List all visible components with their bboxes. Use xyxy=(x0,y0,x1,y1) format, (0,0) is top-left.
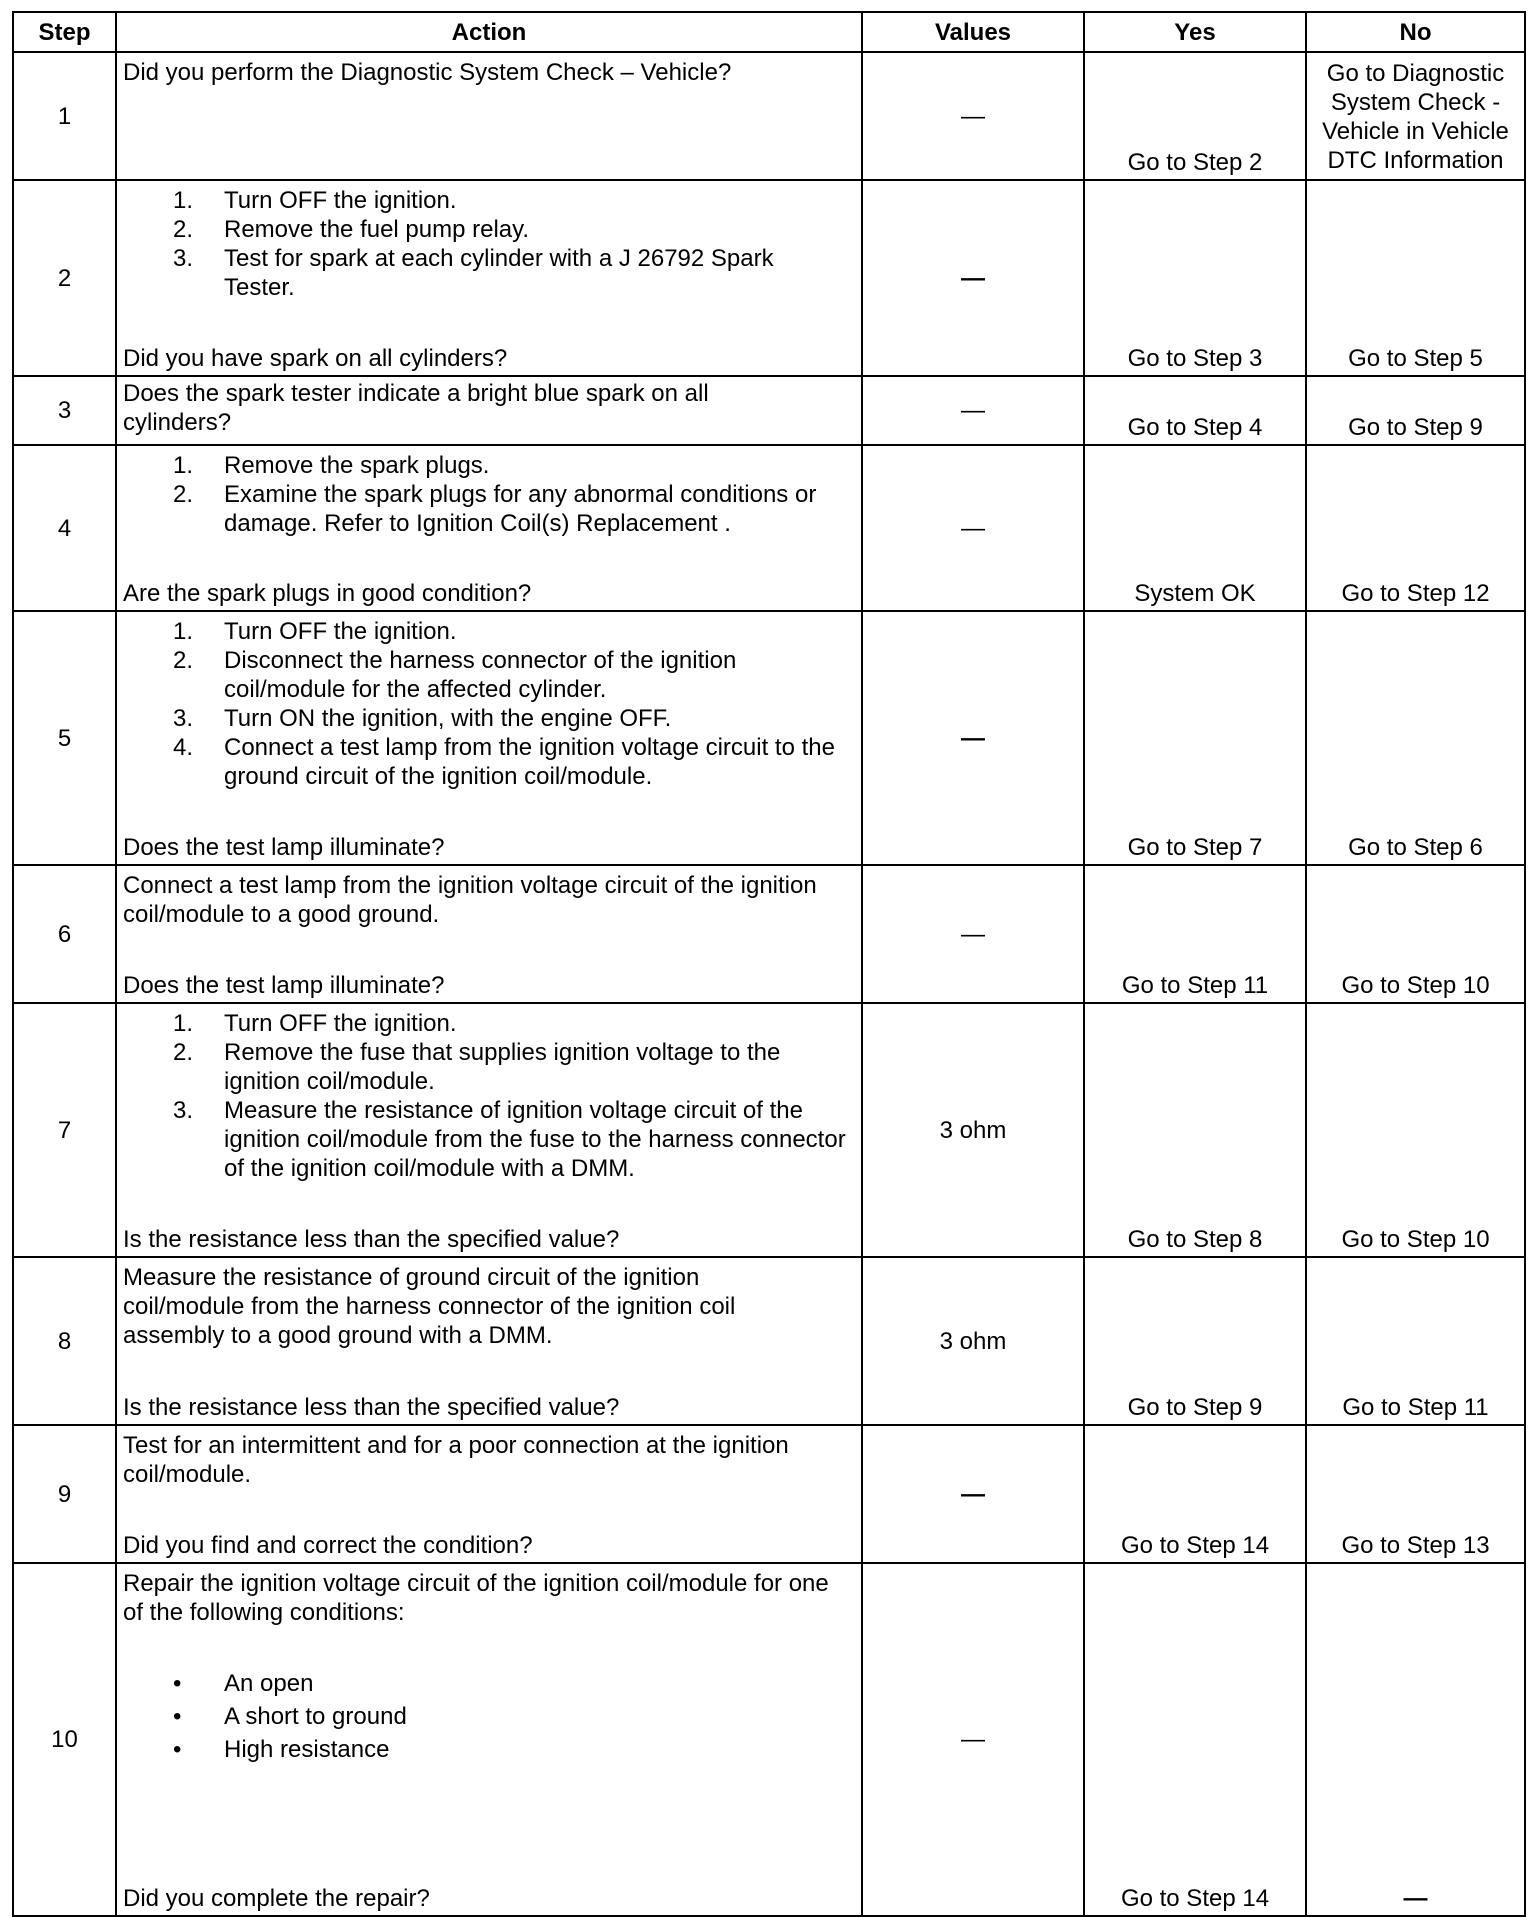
step-number: 1 xyxy=(13,52,116,180)
action-question: Does the test lamp illuminate? xyxy=(123,972,445,999)
action-question: Is the resistance less than the specified value? xyxy=(123,1226,620,1253)
diagnostic-table-sheet xyxy=(12,11,1524,1913)
value-text: 3 ohm xyxy=(939,1327,1007,1355)
action-steps xyxy=(123,617,853,791)
yes-cell: Go to Step 7 xyxy=(1084,611,1306,865)
table-row xyxy=(13,52,1525,180)
action-steps xyxy=(123,1009,853,1183)
value-text: — xyxy=(961,920,985,948)
action-cell xyxy=(116,1563,862,1916)
value-cell xyxy=(862,1003,1084,1257)
action-cell xyxy=(116,611,862,865)
table-row xyxy=(13,1003,1525,1257)
table-row xyxy=(13,180,1525,376)
yes-cell: Go to Step 2 xyxy=(1084,52,1306,180)
value-text: — xyxy=(961,724,985,752)
table-row xyxy=(13,1425,1525,1563)
action-step: 4. Connect a test lamp from the ignition voltage circuit to the ground circuit of the ignition coil/module. xyxy=(173,734,835,790)
table-row xyxy=(13,865,1525,1003)
action-cell xyxy=(116,52,862,180)
value-text: 3 ohm xyxy=(939,1116,1007,1144)
condition-list xyxy=(123,1667,853,1766)
yes-cell: Go to Step 14 xyxy=(1084,1425,1306,1563)
value-text: — xyxy=(961,1726,985,1753)
bullet-icon: • xyxy=(173,1703,182,1730)
action-step: 1. Remove the spark plugs. xyxy=(173,452,490,479)
action-cell xyxy=(116,1257,862,1425)
header-values: Values xyxy=(862,12,1084,52)
yes-cell: Go to Step 3 xyxy=(1084,180,1306,376)
table-row xyxy=(13,376,1525,445)
value-cell xyxy=(862,445,1084,611)
yes-cell: Go to Step 8 xyxy=(1084,1003,1306,1257)
action-cell xyxy=(116,865,862,1003)
header-step: Step xyxy=(13,12,116,52)
value-cell xyxy=(862,865,1084,1003)
value-text: — xyxy=(961,397,985,424)
action-step: 1. Turn OFF the ignition. xyxy=(173,618,457,645)
value-cell xyxy=(862,376,1084,445)
list-item: • High resistance xyxy=(123,1733,853,1766)
list-item: • A short to ground xyxy=(123,1700,853,1733)
header-yes: Yes xyxy=(1084,12,1306,52)
action-step: 2. Disconnect the harness connector of the ignition coil/module for the affected cylinder. xyxy=(173,647,737,703)
action-step: 3. Turn ON the ignition, with the engine OFF. xyxy=(173,705,672,732)
action-text: Test for an intermittent and for a poor connection at the ignition coil/module. xyxy=(123,1432,789,1488)
table-row xyxy=(13,611,1525,865)
value-text: — xyxy=(961,514,985,542)
bullet-icon: • xyxy=(173,1670,182,1697)
no-cell: Go to Step 10 xyxy=(1306,1003,1525,1257)
yes-cell: Go to Step 9 xyxy=(1084,1257,1306,1425)
step-number: 3 xyxy=(13,376,116,445)
value-text: — xyxy=(1403,1885,1428,1912)
action-cell xyxy=(116,1003,862,1257)
action-step: 3. Test for spark at each cylinder with a J 26792 Spark Tester. xyxy=(173,245,774,301)
action-text: Did you perform the Diagnostic System Check – Vehicle? xyxy=(123,59,732,86)
action-step: 2. Examine the spark plugs for any abnormal conditions or damage. Refer to Ignition Coil(s) Replacement . xyxy=(173,481,817,537)
value-cell xyxy=(862,611,1084,865)
no-cell: Go to Step 11 xyxy=(1306,1257,1525,1425)
no-cell xyxy=(1306,1563,1525,1916)
value-text: — xyxy=(961,1480,985,1508)
header-action: Action xyxy=(116,12,862,52)
list-item: • An open xyxy=(123,1667,853,1700)
yes-cell: Go to Step 11 xyxy=(1084,865,1306,1003)
action-question: Did you have spark on all cylinders? xyxy=(123,345,508,372)
no-cell: Go to Step 13 xyxy=(1306,1425,1525,1563)
step-number: 10 xyxy=(13,1563,116,1916)
step-number: 9 xyxy=(13,1425,116,1563)
action-cell xyxy=(116,180,862,376)
value-cell xyxy=(862,1563,1084,1916)
action-question: Does the test lamp illuminate? xyxy=(123,834,445,861)
value-cell xyxy=(862,1425,1084,1563)
diagnostic-table xyxy=(12,11,1526,1917)
action-step: 2. Remove the fuel pump relay. xyxy=(173,216,530,243)
header-row xyxy=(13,12,1525,52)
action-text: Connect a test lamp from the ignition voltage circuit of the ignition coil/module to a good ground. xyxy=(123,872,817,928)
action-step: 3. Measure the resistance of ignition voltage circuit of the ignition coil/module from the fuse to the harness connector of the ignition coil/module with a DMM. xyxy=(173,1097,846,1182)
action-question: Are the spark plugs in good condition? xyxy=(123,580,532,607)
action-steps xyxy=(123,451,853,538)
action-step: 2. Remove the fuse that supplies ignition voltage to the ignition coil/module. xyxy=(173,1039,781,1095)
action-question: Did you complete the repair? xyxy=(123,1885,430,1912)
step-number: 4 xyxy=(13,445,116,611)
yes-cell: System OK xyxy=(1084,445,1306,611)
no-cell: Go to Step 6 xyxy=(1306,611,1525,865)
action-question: Is the resistance less than the specified value? xyxy=(123,1394,620,1421)
action-text: Does the spark tester indicate a bright blue spark on all cylinders? xyxy=(123,380,709,436)
no-cell: Go to Step 10 xyxy=(1306,865,1525,1003)
no-cell: Go to Diagnostic System Check - Vehicle in Vehicle DTC Information xyxy=(1306,52,1525,180)
yes-cell: Go to Step 14 xyxy=(1084,1563,1306,1916)
action-step: 1. Turn OFF the ignition. xyxy=(173,187,457,214)
step-number: 6 xyxy=(13,865,116,1003)
step-number: 7 xyxy=(13,1003,116,1257)
action-steps xyxy=(123,186,853,302)
value-text: — xyxy=(961,264,985,292)
action-text: Measure the resistance of ground circuit of the ignition coil/module from the harness connector of the ignition coil assembly to a good ground with a DMM. xyxy=(123,1264,736,1349)
table-row xyxy=(13,1257,1525,1425)
yes-cell: Go to Step 4 xyxy=(1084,376,1306,445)
step-number: 2 xyxy=(13,180,116,376)
no-cell: Go to Step 9 xyxy=(1306,376,1525,445)
action-text: Repair the ignition voltage circuit of the ignition coil/module for one of the following conditions: xyxy=(123,1570,829,1626)
value-cell xyxy=(862,1257,1084,1425)
action-question: Did you find and correct the condition? xyxy=(123,1532,533,1559)
header-no: No xyxy=(1306,12,1525,52)
value-cell xyxy=(862,52,1084,180)
no-cell: Go to Step 12 xyxy=(1306,445,1525,611)
table-row xyxy=(13,1563,1525,1916)
value-cell xyxy=(862,180,1084,376)
action-step: 1. Turn OFF the ignition. xyxy=(173,1010,457,1037)
table-row xyxy=(13,445,1525,611)
no-cell: Go to Step 5 xyxy=(1306,180,1525,376)
action-cell xyxy=(116,376,862,445)
action-cell xyxy=(116,445,862,611)
step-number: 5 xyxy=(13,611,116,865)
value-text: — xyxy=(961,102,985,130)
action-cell xyxy=(116,1425,862,1563)
bullet-icon: • xyxy=(173,1736,182,1763)
step-number: 8 xyxy=(13,1257,116,1425)
